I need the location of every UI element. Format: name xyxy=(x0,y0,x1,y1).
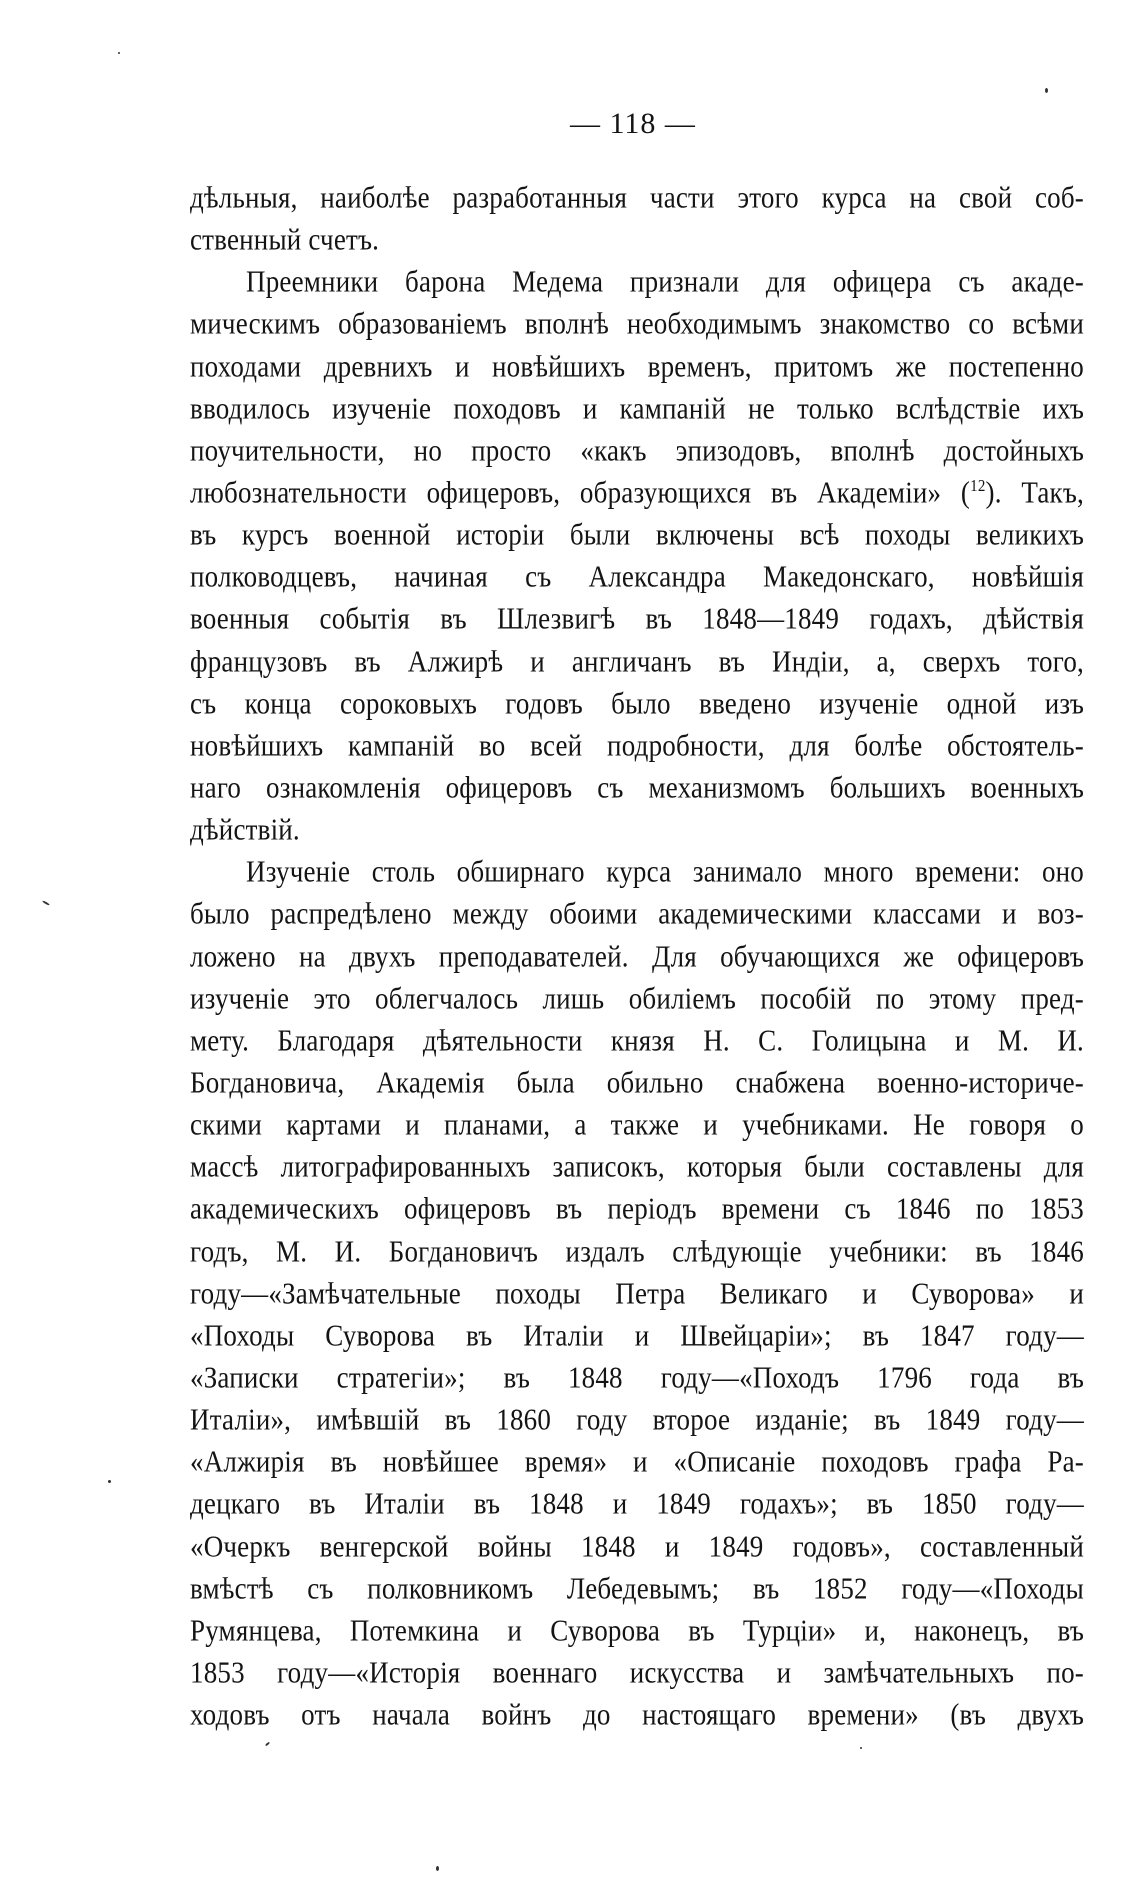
text-line xyxy=(190,1480,1084,1528)
footnote-reference[interactable]: 12 xyxy=(970,477,986,496)
text-line-content: было распредѣлено между обоими академическими классами и воз- xyxy=(190,896,1084,931)
text-line-content: любознательности офицеровъ, образующихся въ Академіи» ( xyxy=(190,475,971,510)
body-text xyxy=(190,177,1084,1736)
text-line-content: вмѣстѣ съ полковникомъ Лебедевымъ; въ 1852 году—«Походы xyxy=(190,1570,1084,1606)
text-line-content: Преемники барона Медема признали для офицера съ акаде- xyxy=(246,264,1084,299)
text-line xyxy=(190,384,1084,432)
print-speck xyxy=(118,52,120,54)
text-line-content: съ конца сороковыхъ годовъ было введено изученіе одной изъ xyxy=(190,685,1084,721)
text-line-content: ходовъ отъ начала войнъ до настоящаго времени» (въ двухъ xyxy=(190,1697,1084,1732)
print-speck xyxy=(1045,88,1048,93)
text-line xyxy=(190,300,1084,348)
text-line-content: 1853 году—«Исторія военнаго искусства и замѣчательныхъ по- xyxy=(190,1655,1084,1690)
text-line-content: военныя событія въ Шлезвигѣ въ 1848—1849 годахъ, дѣйствія xyxy=(190,601,1084,637)
print-speck xyxy=(860,1747,862,1749)
print-speck xyxy=(436,1866,439,1871)
text-line xyxy=(190,1269,1084,1317)
text-line-content: поучительности, но просто «какъ эпизодовъ, вполнѣ достойныхъ xyxy=(190,432,1084,468)
text-line-content: «Записки стратегіи»; въ 1848 году—«Походъ 1796 года въ xyxy=(190,1360,1084,1395)
text-line xyxy=(190,342,1084,390)
text-line-content: мету. Благодаря дѣятельности князя Н. С. Голицына и М. И. xyxy=(190,1022,1084,1058)
text-line-content: Румянцева, Потемкина и Суворова въ Турціи» и, наконецъ, въ xyxy=(190,1612,1084,1648)
text-line-content: скими картами и планами, а также и учебниками. Не говоря о xyxy=(190,1107,1084,1142)
text-line-content: году—«Замѣчательные походы Петра Великаго и Суворова» и xyxy=(190,1275,1084,1311)
text-line-content: Богдановича, Академія была обильно снабжена военно-историче- xyxy=(190,1065,1084,1100)
text-line-content: «Очеркъ венгерской войны 1848 и 1849 годовъ», составленный xyxy=(190,1528,1084,1564)
text-line-content: «Походы Суворова въ Италіи и Швейцаріи»; въ 1847 году— xyxy=(190,1317,1084,1353)
text-line xyxy=(190,1690,1084,1738)
print-speck xyxy=(108,1480,111,1483)
text-line xyxy=(190,1522,1084,1570)
text-line-content: дѣйствій. xyxy=(190,812,300,847)
text-line xyxy=(190,595,1084,643)
text-line xyxy=(190,974,1084,1022)
text-line xyxy=(190,890,1084,938)
text-line xyxy=(190,679,1084,727)
text-line-content: французовъ въ Алжирѣ и англичанъ въ Индіи, а, сверхъ того, xyxy=(190,643,1084,679)
text-line-content: Изученіе столь обширнаго курса занимало много времени: оно xyxy=(246,854,1084,889)
text-line-content: мическимъ образованіемъ вполнѣ необходимымъ знакомство со всѣми xyxy=(190,306,1084,342)
text-line-content: дѣльныя, наиболѣе разработанныя части этого курса на свой соб- xyxy=(190,180,1084,215)
text-line-content: годъ, М. И. Богдановичъ издалъ слѣдующіе учебники: въ 1846 xyxy=(190,1233,1084,1269)
text-line-content: ложено на двухъ преподавателей. Для обучающихся же офицеровъ xyxy=(190,938,1084,974)
text-line-content: децкаго въ Италіи въ 1848 и 1849 годахъ»; въ 1850 году— xyxy=(190,1486,1084,1521)
text-line-content: новѣйшихъ кампаній во всей подробности, для болѣе обстоятель- xyxy=(190,727,1084,763)
text-line-content: наго ознакомленія офицеровъ съ механизмомъ большихъ военныхъ xyxy=(190,770,1084,805)
text-line-content: полководцевъ, начиная съ Александра Македонскаго, новѣйшія xyxy=(190,559,1084,594)
text-line xyxy=(190,1227,1084,1275)
text-line-content: вводилось изученіе походовъ и кампаній не только вслѣдствіе ихъ xyxy=(190,390,1084,426)
text-line xyxy=(190,1311,1084,1359)
print-speck xyxy=(265,1742,270,1747)
text-line xyxy=(190,1016,1084,1064)
text-line-content: массѣ литографированныхъ записокъ, которыя были составлены для xyxy=(190,1149,1084,1184)
print-speck xyxy=(42,900,50,906)
text-line-content: Италіи», имѣвшій въ 1860 году второе изданіе; въ 1849 году— xyxy=(190,1402,1084,1437)
text-line xyxy=(190,1564,1084,1612)
text-line xyxy=(190,932,1084,980)
text-line-content: въ курсъ военной исторіи были включены всѣ походы великихъ xyxy=(190,517,1084,552)
text-line xyxy=(190,1606,1084,1654)
text-line-content: походами древнихъ и новѣйшихъ временъ, притомъ же постепенно xyxy=(190,348,1084,384)
text-line xyxy=(190,637,1084,685)
text-line-content: изученіе это облегчалось лишь обиліемъ пособій по этому пред- xyxy=(190,980,1084,1016)
text-line-content: «Алжирія въ новѣйшее время» и «Описаніе походовъ графа Ра- xyxy=(190,1444,1084,1479)
text-line-content: ). Такъ, xyxy=(985,475,1084,510)
page-number: — 118 — xyxy=(570,107,696,140)
text-line-content: ственный счетъ. xyxy=(190,222,380,257)
text-line xyxy=(190,1185,1084,1233)
text-line-content: академическихъ офицеровъ въ періодъ времени съ 1846 по 1853 xyxy=(190,1191,1084,1226)
